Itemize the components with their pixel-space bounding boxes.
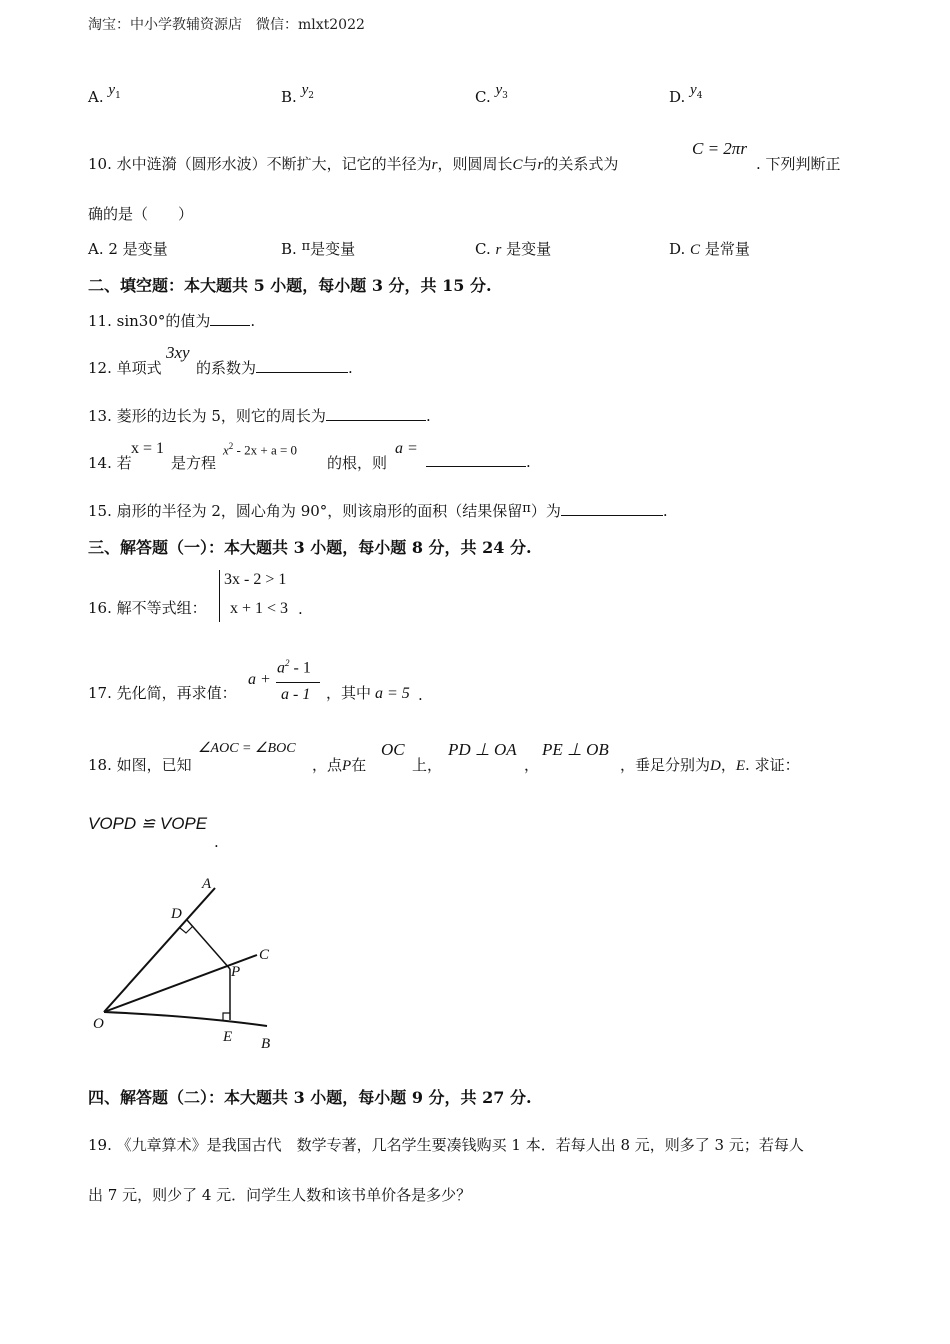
- q14-blank: [426, 452, 526, 467]
- q10-formula: C = 2πr: [692, 139, 747, 158]
- q15-blank: [561, 501, 663, 516]
- q18-dot: .: [214, 833, 219, 851]
- label-p: P: [231, 964, 241, 980]
- label-e: E: [223, 1029, 233, 1045]
- q17-end: .: [418, 686, 423, 704]
- q10-line1-end: . 下列判断正: [756, 155, 841, 173]
- q16-end: .: [298, 600, 303, 618]
- ray-oa: [104, 888, 215, 1012]
- q17-rest: ，其中: [326, 684, 372, 702]
- q10-line1: 10. 水中涟漪（圆形水波）不断扩大，记它的半径为r，则圆周长C与r的关系式为: [88, 155, 619, 173]
- q13-blank: [326, 406, 426, 421]
- q10-option-a: A. 2 是变量: [88, 240, 168, 258]
- q12-expr: 3xy: [166, 343, 190, 362]
- q10-option-c: C. r 是变量: [475, 240, 552, 258]
- q18-pd: PD ⊥ OA: [448, 740, 517, 759]
- right-angle-e: [223, 1013, 230, 1020]
- q19-line1: 19. 《九章算术》是我国古代 数学专著，几名学生要凑钱购买 1 本．若每人出 8 元，则多了 3 元；若每人: [88, 1136, 804, 1154]
- q18-angle: ∠AOC = ∠BOC: [198, 741, 296, 756]
- label-a: A: [202, 876, 212, 892]
- q14-pre: 14. 若: [88, 454, 132, 472]
- label-c: C: [259, 947, 270, 963]
- label-o: O: [93, 1016, 104, 1032]
- q18-point: ，点P在: [312, 756, 367, 774]
- q17-denominator: a - 1: [281, 686, 311, 703]
- q17: 17. 先化简，再求值：: [88, 684, 237, 702]
- q19-line2: 出 7 元，则少了 4 元．问学生人数和该书单价各是多少？: [88, 1186, 472, 1204]
- q14-cond: x = 1: [131, 440, 165, 457]
- q17-numerator: $a^2 - 1$: [277, 658, 311, 677]
- q14-a: a =: [395, 440, 418, 457]
- q9-option-b: B. $y_2$: [281, 82, 314, 106]
- q13: 13. 菱形的边长为 5，则它的周长为 .: [88, 407, 431, 425]
- geometry-figure: [85, 868, 285, 1058]
- q18-comma: ，: [524, 756, 540, 774]
- ray-ob: [104, 1012, 267, 1026]
- q18-rest: ，垂足分别为D，E. 求证：: [620, 756, 800, 774]
- label-b: B: [261, 1036, 271, 1052]
- q17-cond: a = 5: [375, 685, 410, 702]
- q14-answer: .: [426, 452, 531, 471]
- label-d: D: [171, 906, 182, 922]
- right-angle-d: [180, 926, 193, 933]
- q10-option-b: B. π是变量: [281, 239, 356, 258]
- section-3-title: 三、解答题（一）：本大题共 3 小题，每小题 8 分，共 24 分.: [88, 538, 532, 557]
- q17-a-plus: a +: [248, 671, 271, 688]
- q16-brace: [219, 570, 220, 622]
- q12: 12. 单项式: [88, 359, 162, 377]
- q18-pre: 18. 如图，已知: [88, 756, 192, 774]
- q14-mid: 是方程: [171, 454, 217, 472]
- q11: 11. sin30°的值为 .: [88, 312, 256, 330]
- q10-line2: 确的是（ ）: [88, 205, 194, 223]
- page-header: 淘宝：中小学教辅资源店 微信：mlxt2022: [88, 17, 365, 33]
- q14-equation: $x^2 - 2x + a = 0$: [223, 441, 298, 458]
- q12-blank: [256, 358, 348, 373]
- q11-blank: [210, 311, 250, 326]
- q9-option-c: C. $y_3$: [475, 82, 508, 106]
- q18-prove: VOPD ≌ VOPE: [88, 814, 208, 833]
- q18-mid3: 上，: [412, 756, 443, 774]
- q16-ineq1: 3x - 2 > 1: [224, 571, 287, 588]
- q10-option-d: D. C 是常量: [669, 240, 750, 258]
- q17-fraction-bar: [276, 682, 320, 683]
- segment-pd: [187, 920, 230, 969]
- q16: 16. 解不等式组：: [88, 599, 207, 617]
- q18-pe: PE ⊥ OB: [542, 740, 609, 759]
- q18-oc: OC: [381, 740, 405, 759]
- q16-ineq2: x + 1 < 3: [230, 600, 289, 617]
- q9-option-a: A. $y_1$: [88, 82, 121, 106]
- q15: 15. 扇形的半径为 2，圆心角为 90°，则该扇形的面积（结果保留π）为 .: [88, 501, 668, 520]
- q14-mid2: 的根，则: [327, 454, 388, 472]
- q12-rest: 的系数为 .: [196, 359, 353, 377]
- q9-option-d: D. $y_4$: [669, 82, 703, 106]
- section-2-title: 二、填空题：本大题共 5 小题，每小题 3 分，共 15 分.: [88, 276, 492, 295]
- section-4-title: 四、解答题（二）：本大题共 3 小题，每小题 9 分，共 27 分.: [88, 1088, 532, 1107]
